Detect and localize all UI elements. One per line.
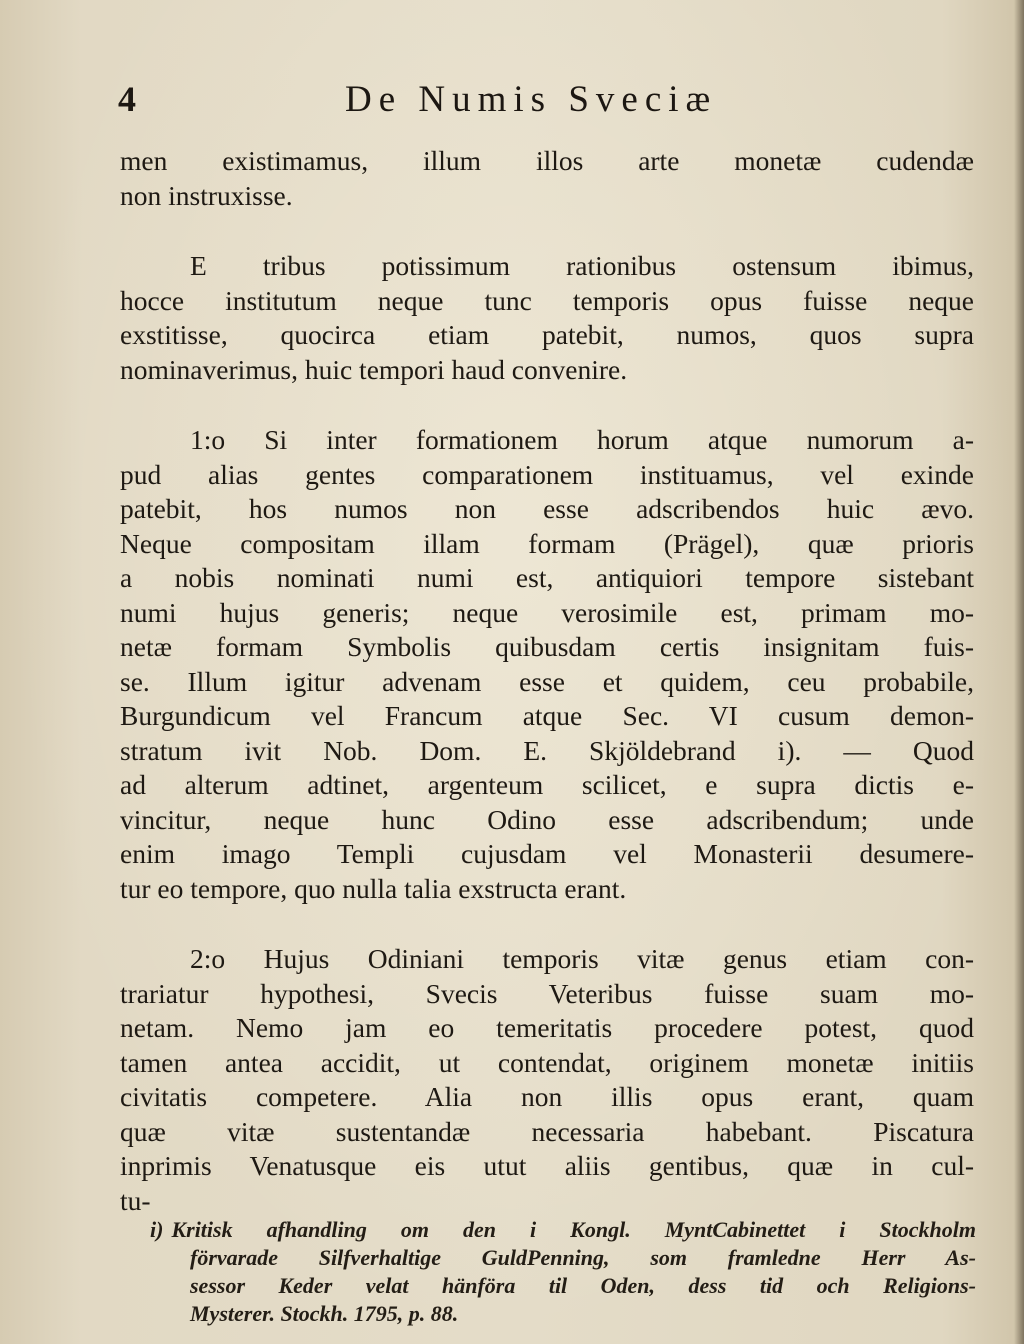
footnote-line: förvarade Silfverhaltige GuldPenning, som framledne Herr As- xyxy=(190,1245,976,1270)
text-line: trariatur hypothesi, Svecis Veteribus fuisse suam mo- xyxy=(120,977,974,1009)
text-line: civitatis competere. Alia non illis opus erant, quam xyxy=(120,1081,974,1112)
text-line: hocce institutum neque tunc temporis opus fuisse neque xyxy=(120,284,974,316)
text-line: non instruxisse. xyxy=(120,179,293,211)
text-line: tur eo tempore, quo nulla talia exstructa erant. xyxy=(120,872,627,904)
text-line: Neque compositam illam formam (Prägel), quæ prioris xyxy=(120,527,974,559)
footnote-marker: i) xyxy=(150,1217,164,1242)
text-line: stratum ivit Nob. Dom. E. Skjöldebrand i). — Quod xyxy=(120,734,974,766)
text-line: patebit, hos numos non esse adscribendos huic ævo. xyxy=(120,493,974,524)
text-line: Burgundicum vel Francum atque Sec. VI cusum demon- xyxy=(120,700,974,731)
catchword: tu- xyxy=(120,1184,151,1216)
text-line: nominaverimus, huic tempori haud convenire. xyxy=(120,353,628,385)
footnote-line: sessor Keder velat hänföra til Oden, dess tid och Religions- xyxy=(190,1273,976,1298)
text-line: quæ vitæ sustentandæ necessaria habebant. Piscatura xyxy=(120,1115,974,1147)
footnote-line: Mysterer. Stockh. 1795, p. 88. xyxy=(190,1301,459,1326)
body-text xyxy=(120,144,974,1218)
text-line: 1:o Si inter formationem horum atque numorum a- xyxy=(190,424,974,455)
page-header xyxy=(0,78,1024,122)
text-line: ad alterum adtinet, argenteum scilicet, e supra dictis e- xyxy=(120,769,974,800)
text-line: pud alias gentes comparationem instituamus, vel exinde xyxy=(120,458,974,490)
text-line: se. Illum igitur advenam esse et quidem, ceu probabile, xyxy=(120,665,974,697)
running-title: De Numis Sveciæ xyxy=(345,79,718,120)
text-line: exstitisse, quocirca etiam patebit, numos, quos supra xyxy=(120,319,974,350)
text-line: E tribus potissimum rationibus ostensum ibimus, xyxy=(190,250,974,281)
footnote xyxy=(150,1216,976,1328)
text-line: enim imago Templi cujusdam vel Monasterii desumere- xyxy=(120,838,974,869)
page-number: 4 xyxy=(118,79,136,119)
text-line: vincitur, neque hunc Odino esse adscribendum; unde xyxy=(120,803,974,835)
footnote-line-text: Kritisk afhandling om den i Kongl. MyntCabinettet i Stockholm xyxy=(171,1217,976,1242)
text-line: tamen antea accidit, ut contendat, originem monetæ initiis xyxy=(120,1046,974,1078)
footnote-line xyxy=(150,1216,976,1244)
text-line: men existimamus, illum illos arte monetæ cudendæ xyxy=(120,145,974,176)
text-line: a nobis nominati numi est, antiquiori tempore sistebant xyxy=(120,562,974,593)
text-line: numi hujus generis; neque verosimile est, primam mo- xyxy=(120,596,974,628)
text-line: netæ formam Symbolis quibusdam certis insignitam fuis- xyxy=(120,631,974,662)
text-line: inprimis Venatusque eis utut aliis gentibus, quæ in cul- xyxy=(120,1150,974,1181)
text-line: 2:o Hujus Odiniani temporis vitæ genus etiam con- xyxy=(190,943,974,974)
text-line: netam. Nemo jam eo temeritatis procedere potest, quod xyxy=(120,1012,974,1043)
page-edge-shadow xyxy=(1014,0,1024,1344)
